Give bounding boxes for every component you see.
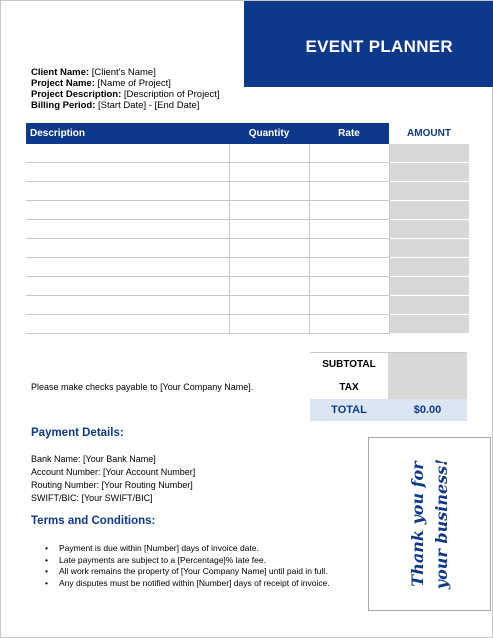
swift-bic-line: SWIFT/BIC: [Your SWIFT/BIC] <box>31 493 153 503</box>
client-info <box>31 67 220 111</box>
table-cell-rate[interactable] <box>309 296 389 315</box>
project-name-label: Project Name: <box>31 78 95 89</box>
project-name-row <box>31 78 220 89</box>
thank-you-line-2: your business! <box>431 458 451 590</box>
table-cell-rate[interactable] <box>309 315 389 334</box>
table-cell-amt[interactable] <box>389 201 469 220</box>
thank-you-text <box>369 438 490 610</box>
column-header-amount: AMOUNT <box>389 123 469 144</box>
terms-item: • Any disputes must be notified within [Number] days of receipt of invoice. <box>59 578 330 590</box>
table-cell-qty[interactable] <box>229 258 309 277</box>
document-title: EVENT PLANNER <box>305 37 453 56</box>
table-row <box>26 277 469 296</box>
tax-label: TAX <box>339 382 359 393</box>
terms-list <box>59 543 330 589</box>
terms-item: • Payment is due within [Number] days of invoice date. <box>59 543 330 555</box>
billing-period-label: Billing Period: <box>31 100 96 111</box>
table-cell-rate[interactable] <box>309 277 389 296</box>
table-cell-desc[interactable] <box>26 163 229 182</box>
account-number-line: Account Number: [Your Account Number] <box>31 467 196 477</box>
table-header-row <box>26 123 469 144</box>
billing-period-value: [Start Date] - [End Date] <box>98 100 200 111</box>
table-cell-amt[interactable] <box>389 315 469 334</box>
table-cell-qty[interactable] <box>229 163 309 182</box>
terms-item: • All work remains the property of [Your Company Name] until paid in full. <box>59 566 330 578</box>
client-name-value: [Client's Name] <box>91 67 156 78</box>
column-header-rate: Rate <box>309 123 389 144</box>
table-row <box>26 201 469 220</box>
table-cell-qty[interactable] <box>229 201 309 220</box>
table-cell-amt[interactable] <box>389 258 469 277</box>
terms-item: • Late payments are subject to a [Percentage]% late fee. <box>59 555 330 567</box>
table-cell-desc[interactable] <box>26 182 229 201</box>
table-cell-desc[interactable] <box>26 144 229 163</box>
table-cell-rate[interactable] <box>309 201 389 220</box>
subtotal-label: SUBTOTAL <box>310 353 388 377</box>
table-row <box>26 239 469 258</box>
table-cell-qty[interactable] <box>229 182 309 201</box>
project-description-row <box>31 89 220 100</box>
table-cell-amt[interactable] <box>389 220 469 239</box>
table-cell-rate[interactable] <box>309 144 389 163</box>
table-cell-amt[interactable] <box>389 163 469 182</box>
table-row <box>26 163 469 182</box>
table-cell-amt[interactable] <box>389 144 469 163</box>
table-row <box>26 220 469 239</box>
bank-name-line: Bank Name: [Your Bank Name] <box>31 454 156 464</box>
total-label: TOTAL <box>310 399 388 421</box>
project-name-value: [Name of Project] <box>97 78 171 89</box>
table-cell-desc[interactable] <box>26 315 229 334</box>
subtotal-row <box>310 353 467 377</box>
table-cell-rate[interactable] <box>309 220 389 239</box>
table-cell-rate[interactable] <box>309 163 389 182</box>
terms-title: Terms and Conditions: <box>31 515 156 527</box>
table-row <box>26 315 469 334</box>
table-cell-desc[interactable] <box>26 201 229 220</box>
table-cell-qty[interactable] <box>229 144 309 163</box>
payment-details-title: Payment Details: <box>31 427 124 439</box>
table-cell-desc[interactable] <box>26 220 229 239</box>
table-cell-amt[interactable] <box>389 296 469 315</box>
table-cell-rate[interactable] <box>309 182 389 201</box>
table-cell-amt[interactable] <box>389 277 469 296</box>
tax-row <box>310 376 467 399</box>
table-cell-qty[interactable] <box>229 296 309 315</box>
header-banner <box>244 1 493 87</box>
table-cell-qty[interactable] <box>229 277 309 296</box>
project-description-value: [Description of Project] <box>123 89 220 100</box>
thank-you-line-1: Thank you for <box>407 461 427 587</box>
payment-details <box>31 453 195 505</box>
table-cell-qty[interactable] <box>229 220 309 239</box>
table-cell-qty[interactable] <box>229 315 309 334</box>
routing-number-line: Routing Number: [Your Routing Number] <box>31 480 193 490</box>
line-items-table <box>26 123 469 334</box>
column-header-description: Description <box>26 123 229 144</box>
table-cell-desc[interactable] <box>26 277 229 296</box>
tax-value[interactable] <box>388 376 467 399</box>
total-value: $0.00 <box>388 399 467 421</box>
client-name-label: Client Name: <box>31 67 90 78</box>
total-row <box>310 399 467 421</box>
payable-note: Please make checks payable to [Your Company Name]. <box>31 382 254 392</box>
billing-period-row <box>31 100 220 111</box>
table-row <box>26 144 469 163</box>
client-name-row <box>31 67 220 78</box>
table-cell-rate[interactable] <box>309 258 389 277</box>
table-cell-desc[interactable] <box>26 239 229 258</box>
table-cell-desc[interactable] <box>26 258 229 277</box>
subtotal-value[interactable] <box>388 353 467 377</box>
table-cell-qty[interactable] <box>229 239 309 258</box>
table-row <box>26 296 469 315</box>
table-cell-amt[interactable] <box>389 182 469 201</box>
totals-summary <box>310 352 467 421</box>
table-row <box>26 258 469 277</box>
table-cell-amt[interactable] <box>389 239 469 258</box>
table-cell-rate[interactable] <box>309 239 389 258</box>
column-header-quantity: Quantity <box>229 123 309 144</box>
table-cell-desc[interactable] <box>26 296 229 315</box>
project-description-label: Project Description: <box>31 89 122 100</box>
table-row <box>26 182 469 201</box>
thank-you-box <box>368 437 491 611</box>
